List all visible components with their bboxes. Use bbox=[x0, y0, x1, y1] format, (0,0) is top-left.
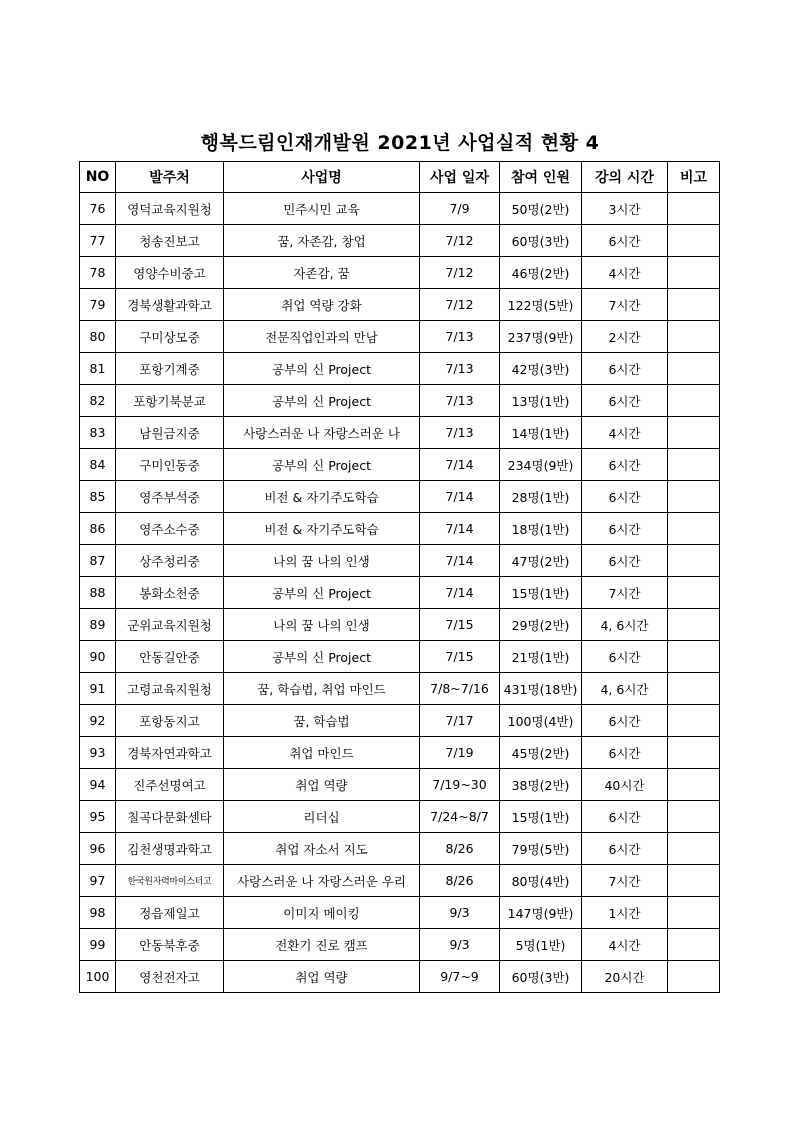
cell-note bbox=[668, 865, 720, 897]
cell-hours: 40시간 bbox=[582, 769, 668, 801]
cell-no: 82 bbox=[80, 385, 116, 417]
cell-hours: 4시간 bbox=[582, 929, 668, 961]
cell-no: 90 bbox=[80, 641, 116, 673]
cell-client: 한국원자력마이스터고 bbox=[116, 865, 224, 897]
cell-note bbox=[668, 225, 720, 257]
cell-note bbox=[668, 961, 720, 993]
cell-note bbox=[668, 353, 720, 385]
cell-hours: 4, 6시간 bbox=[582, 673, 668, 705]
cell-participants: 80명(4반) bbox=[500, 865, 582, 897]
cell-hours: 2시간 bbox=[582, 321, 668, 353]
cell-participants: 100명(4반) bbox=[500, 705, 582, 737]
cell-date: 7/15 bbox=[420, 609, 500, 641]
cell-note bbox=[668, 897, 720, 929]
cell-project: 취업 역량 강화 bbox=[224, 289, 420, 321]
cell-participants: 60명(3반) bbox=[500, 961, 582, 993]
cell-client: 상주청리중 bbox=[116, 545, 224, 577]
cell-no: 80 bbox=[80, 321, 116, 353]
cell-note bbox=[668, 737, 720, 769]
cell-hours: 6시간 bbox=[582, 481, 668, 513]
cell-client: 군위교육지원청 bbox=[116, 609, 224, 641]
cell-participants: 237명(9반) bbox=[500, 321, 582, 353]
cell-participants: 15명(1반) bbox=[500, 577, 582, 609]
cell-project: 전문직업인과의 만남 bbox=[224, 321, 420, 353]
cell-no: 76 bbox=[80, 193, 116, 225]
cell-date: 7/17 bbox=[420, 705, 500, 737]
cell-date: 7/14 bbox=[420, 481, 500, 513]
cell-date: 8/26 bbox=[420, 833, 500, 865]
table-row bbox=[80, 481, 720, 513]
cell-date: 9/3 bbox=[420, 897, 500, 929]
table-row bbox=[80, 321, 720, 353]
cell-no: 79 bbox=[80, 289, 116, 321]
cell-project: 비전 & 자기주도학습 bbox=[224, 481, 420, 513]
header-project: 사업명 bbox=[224, 162, 420, 193]
header-note: 비고 bbox=[668, 162, 720, 193]
cell-project: 꿈, 학습법, 취업 마인드 bbox=[224, 673, 420, 705]
cell-date: 7/12 bbox=[420, 225, 500, 257]
cell-project: 취업 마인드 bbox=[224, 737, 420, 769]
cell-date: 7/14 bbox=[420, 577, 500, 609]
header-hours: 강의 시간 bbox=[582, 162, 668, 193]
cell-date: 8/26 bbox=[420, 865, 500, 897]
cell-client: 김천생명과학고 bbox=[116, 833, 224, 865]
cell-participants: 50명(2반) bbox=[500, 193, 582, 225]
cell-no: 91 bbox=[80, 673, 116, 705]
cell-date: 7/13 bbox=[420, 321, 500, 353]
cell-note bbox=[668, 257, 720, 289]
cell-no: 85 bbox=[80, 481, 116, 513]
cell-client: 영양수비중고 bbox=[116, 257, 224, 289]
cell-project: 나의 꿈 나의 인생 bbox=[224, 609, 420, 641]
cell-note bbox=[668, 289, 720, 321]
cell-client: 안동북후중 bbox=[116, 929, 224, 961]
cell-hours: 4시간 bbox=[582, 257, 668, 289]
table-row bbox=[80, 737, 720, 769]
cell-note bbox=[668, 449, 720, 481]
cell-no: 94 bbox=[80, 769, 116, 801]
cell-client: 포항기계중 bbox=[116, 353, 224, 385]
cell-no: 100 bbox=[80, 961, 116, 993]
cell-project: 공부의 신 Project bbox=[224, 385, 420, 417]
cell-participants: 42명(3반) bbox=[500, 353, 582, 385]
cell-client: 영덕교육지원청 bbox=[116, 193, 224, 225]
cell-no: 93 bbox=[80, 737, 116, 769]
cell-date: 7/19 bbox=[420, 737, 500, 769]
cell-client: 경북자연과학고 bbox=[116, 737, 224, 769]
cell-note bbox=[668, 193, 720, 225]
cell-client: 구미인동중 bbox=[116, 449, 224, 481]
cell-participants: 45명(2반) bbox=[500, 737, 582, 769]
cell-project: 공부의 신 Project bbox=[224, 353, 420, 385]
cell-participants: 13명(1반) bbox=[500, 385, 582, 417]
cell-hours: 6시간 bbox=[582, 545, 668, 577]
cell-date: 7/12 bbox=[420, 289, 500, 321]
cell-note bbox=[668, 417, 720, 449]
table-row bbox=[80, 865, 720, 897]
cell-no: 99 bbox=[80, 929, 116, 961]
cell-date: 7/14 bbox=[420, 545, 500, 577]
cell-hours: 1시간 bbox=[582, 897, 668, 929]
cell-participants: 47명(2반) bbox=[500, 545, 582, 577]
cell-hours: 20시간 bbox=[582, 961, 668, 993]
cell-hours: 6시간 bbox=[582, 641, 668, 673]
table-row bbox=[80, 385, 720, 417]
table-row bbox=[80, 769, 720, 801]
cell-hours: 6시간 bbox=[582, 737, 668, 769]
cell-no: 77 bbox=[80, 225, 116, 257]
cell-note bbox=[668, 321, 720, 353]
cell-project: 취업 역량 bbox=[224, 961, 420, 993]
cell-note bbox=[668, 609, 720, 641]
cell-project: 사랑스러운 나 자랑스러운 나 bbox=[224, 417, 420, 449]
cell-hours: 6시간 bbox=[582, 801, 668, 833]
cell-date: 7/14 bbox=[420, 513, 500, 545]
cell-participants: 60명(3반) bbox=[500, 225, 582, 257]
table-row bbox=[80, 513, 720, 545]
cell-date: 7/13 bbox=[420, 385, 500, 417]
cell-project: 꿈, 자존감, 창업 bbox=[224, 225, 420, 257]
cell-date: 7/13 bbox=[420, 417, 500, 449]
cell-client: 영주부석중 bbox=[116, 481, 224, 513]
cell-date: 7/24~8/7 bbox=[420, 801, 500, 833]
cell-hours: 7시간 bbox=[582, 577, 668, 609]
cell-hours: 6시간 bbox=[582, 353, 668, 385]
cell-hours: 3시간 bbox=[582, 193, 668, 225]
cell-date: 7/9 bbox=[420, 193, 500, 225]
cell-no: 98 bbox=[80, 897, 116, 929]
cell-hours: 6시간 bbox=[582, 513, 668, 545]
cell-project: 취업 자소서 지도 bbox=[224, 833, 420, 865]
header-participants: 참여 인원 bbox=[500, 162, 582, 193]
cell-no: 81 bbox=[80, 353, 116, 385]
cell-hours: 4시간 bbox=[582, 417, 668, 449]
cell-no: 97 bbox=[80, 865, 116, 897]
cell-project: 공부의 신 Project bbox=[224, 449, 420, 481]
cell-client: 포항기북분교 bbox=[116, 385, 224, 417]
cell-no: 88 bbox=[80, 577, 116, 609]
table-row bbox=[80, 833, 720, 865]
cell-client: 안동길안중 bbox=[116, 641, 224, 673]
cell-participants: 21명(1반) bbox=[500, 641, 582, 673]
cell-note bbox=[668, 577, 720, 609]
header-no: NO bbox=[80, 162, 116, 193]
cell-project: 리더십 bbox=[224, 801, 420, 833]
cell-project: 자존감, 꿈 bbox=[224, 257, 420, 289]
table-row bbox=[80, 353, 720, 385]
cell-no: 92 bbox=[80, 705, 116, 737]
cell-note bbox=[668, 481, 720, 513]
cell-participants: 122명(5반) bbox=[500, 289, 582, 321]
cell-hours: 6시간 bbox=[582, 385, 668, 417]
cell-date: 9/7~9 bbox=[420, 961, 500, 993]
cell-participants: 46명(2반) bbox=[500, 257, 582, 289]
cell-note bbox=[668, 545, 720, 577]
table-row bbox=[80, 961, 720, 993]
table-row bbox=[80, 449, 720, 481]
cell-no: 95 bbox=[80, 801, 116, 833]
cell-participants: 14명(1반) bbox=[500, 417, 582, 449]
table-row bbox=[80, 193, 720, 225]
table-row bbox=[80, 673, 720, 705]
cell-participants: 79명(5반) bbox=[500, 833, 582, 865]
cell-participants: 18명(1반) bbox=[500, 513, 582, 545]
table-row bbox=[80, 641, 720, 673]
table-row bbox=[80, 705, 720, 737]
table-row bbox=[80, 257, 720, 289]
cell-hours: 6시간 bbox=[582, 833, 668, 865]
cell-participants: 38명(2반) bbox=[500, 769, 582, 801]
cell-hours: 7시간 bbox=[582, 289, 668, 321]
cell-participants: 147명(9반) bbox=[500, 897, 582, 929]
cell-date: 7/14 bbox=[420, 449, 500, 481]
cell-participants: 234명(9반) bbox=[500, 449, 582, 481]
cell-project: 이미지 메이킹 bbox=[224, 897, 420, 929]
cell-date: 7/13 bbox=[420, 353, 500, 385]
cell-project: 공부의 신 Project bbox=[224, 641, 420, 673]
cell-participants: 15명(1반) bbox=[500, 801, 582, 833]
cell-client: 경북생활과학고 bbox=[116, 289, 224, 321]
cell-client: 청송진보고 bbox=[116, 225, 224, 257]
cell-project: 민주시민 교육 bbox=[224, 193, 420, 225]
cell-date: 7/15 bbox=[420, 641, 500, 673]
cell-note bbox=[668, 673, 720, 705]
cell-note bbox=[668, 513, 720, 545]
cell-date: 7/19~30 bbox=[420, 769, 500, 801]
table-row bbox=[80, 225, 720, 257]
cell-no: 86 bbox=[80, 513, 116, 545]
cell-participants: 28명(1반) bbox=[500, 481, 582, 513]
cell-no: 84 bbox=[80, 449, 116, 481]
cell-project: 비전 & 자기주도학습 bbox=[224, 513, 420, 545]
cell-note bbox=[668, 929, 720, 961]
page-title: 행복드림인재개발원 2021년 사업실적 현황 4 bbox=[200, 132, 600, 154]
cell-client: 영주소수중 bbox=[116, 513, 224, 545]
cell-client: 영천전자고 bbox=[116, 961, 224, 993]
cell-hours: 7시간 bbox=[582, 865, 668, 897]
cell-project: 전환기 진로 캠프 bbox=[224, 929, 420, 961]
header-date: 사업 일자 bbox=[420, 162, 500, 193]
cell-note bbox=[668, 705, 720, 737]
cell-no: 78 bbox=[80, 257, 116, 289]
cell-project: 사랑스러운 나 자랑스러운 우리 bbox=[224, 865, 420, 897]
cell-participants: 431명(18반) bbox=[500, 673, 582, 705]
cell-client: 포항동지고 bbox=[116, 705, 224, 737]
cell-no: 83 bbox=[80, 417, 116, 449]
table-row bbox=[80, 897, 720, 929]
table-row bbox=[80, 289, 720, 321]
table-row bbox=[80, 609, 720, 641]
cell-date: 7/8~7/16 bbox=[420, 673, 500, 705]
cell-note bbox=[668, 833, 720, 865]
cell-project: 공부의 신 Project bbox=[224, 577, 420, 609]
cell-date: 9/3 bbox=[420, 929, 500, 961]
table-row bbox=[80, 929, 720, 961]
cell-project: 취업 역량 bbox=[224, 769, 420, 801]
cell-hours: 6시간 bbox=[582, 705, 668, 737]
cell-client: 남원금지중 bbox=[116, 417, 224, 449]
cell-no: 87 bbox=[80, 545, 116, 577]
cell-client: 칠곡다문화센타 bbox=[116, 801, 224, 833]
table-row bbox=[80, 545, 720, 577]
cell-note bbox=[668, 385, 720, 417]
cell-client: 고령교육지원청 bbox=[116, 673, 224, 705]
cell-participants: 5명(1반) bbox=[500, 929, 582, 961]
cell-client: 구미상모중 bbox=[116, 321, 224, 353]
cell-no: 96 bbox=[80, 833, 116, 865]
cell-client: 정읍제일고 bbox=[116, 897, 224, 929]
cell-note bbox=[668, 801, 720, 833]
cell-hours: 4, 6시간 bbox=[582, 609, 668, 641]
cell-client: 봉화소천중 bbox=[116, 577, 224, 609]
cell-note bbox=[668, 641, 720, 673]
cell-project: 꿈, 학습법 bbox=[224, 705, 420, 737]
cell-hours: 6시간 bbox=[582, 225, 668, 257]
header-client: 발주처 bbox=[116, 162, 224, 193]
cell-client: 진주선명여고 bbox=[116, 769, 224, 801]
table-row bbox=[80, 577, 720, 609]
header-row bbox=[80, 162, 720, 193]
cell-hours: 6시간 bbox=[582, 449, 668, 481]
table-row bbox=[80, 417, 720, 449]
cell-date: 7/12 bbox=[420, 257, 500, 289]
cell-note bbox=[668, 769, 720, 801]
performance-table bbox=[79, 161, 720, 993]
cell-project: 나의 꿈 나의 인생 bbox=[224, 545, 420, 577]
cell-no: 89 bbox=[80, 609, 116, 641]
table-row bbox=[80, 801, 720, 833]
cell-participants: 29명(2반) bbox=[500, 609, 582, 641]
